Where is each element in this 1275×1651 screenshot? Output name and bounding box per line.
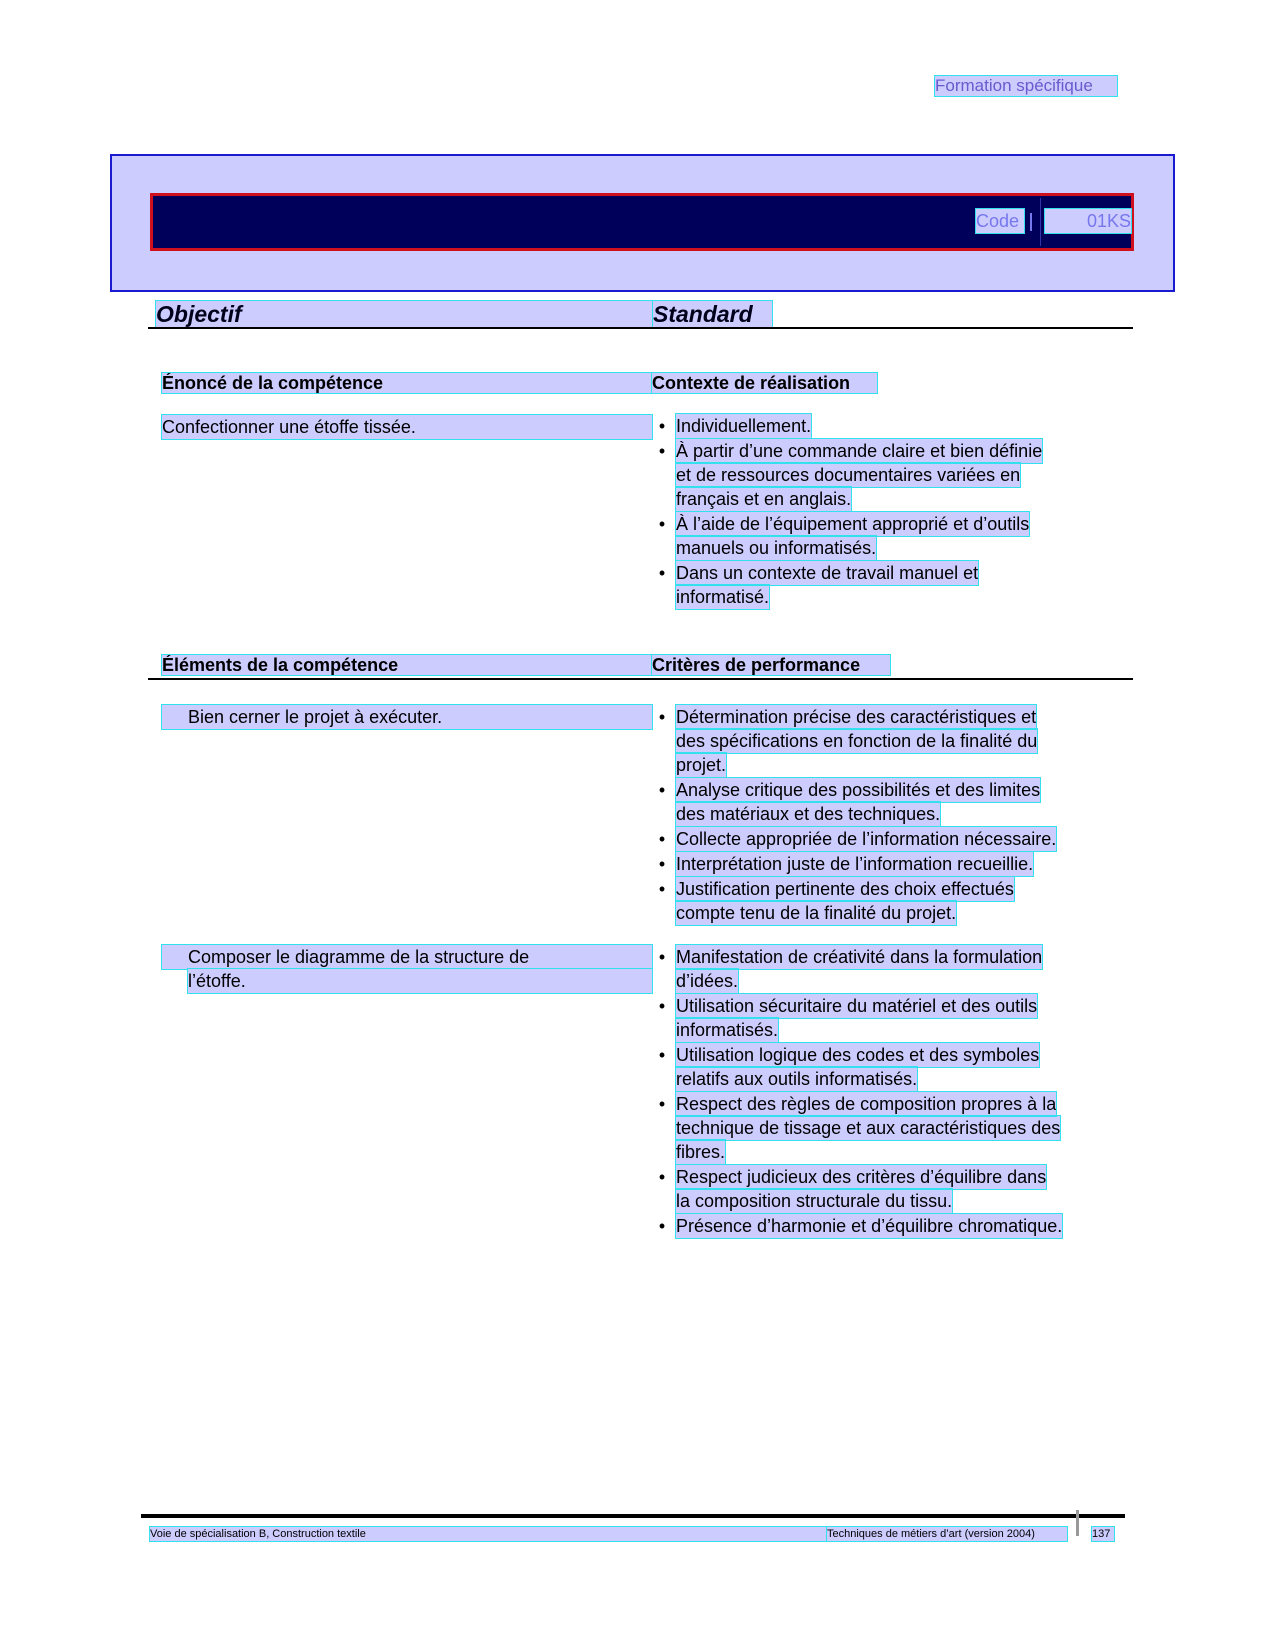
code-value: 01KS bbox=[1045, 209, 1131, 233]
criterion-text: fibres. bbox=[676, 1142, 726, 1162]
criterion-item bbox=[652, 1165, 1122, 1213]
criterion-text: technique de tissage et aux caractéristiques des bbox=[676, 1118, 1061, 1138]
bullet-icon: • bbox=[658, 707, 666, 727]
footer-left: Voie de spécialisation B, Construction textile bbox=[150, 1527, 940, 1541]
criterion-item bbox=[652, 1214, 1122, 1238]
criterion-text: compte tenu de la finalité du projet. bbox=[676, 903, 957, 923]
criterion-text: Justification pertinente des choix effectués bbox=[676, 879, 1014, 899]
bullet-icon: • bbox=[658, 416, 666, 436]
header-rule bbox=[148, 327, 1133, 329]
criterion-text: projet. bbox=[676, 755, 727, 775]
criterion-text: Dans un contexte de travail manuel et bbox=[676, 563, 979, 583]
criterion-text: Individuellement. bbox=[676, 416, 812, 436]
enonce-text: Confectionner une étoffe tissée. bbox=[162, 415, 652, 439]
criterion-text: Collecte appropriée de l’information nécessaire. bbox=[676, 829, 1057, 849]
criterion-text: informatisé. bbox=[676, 587, 770, 607]
bullet-icon: • bbox=[658, 441, 666, 461]
criterion-item bbox=[652, 778, 1122, 826]
criterion-text: Détermination précise des caractéristiques et bbox=[676, 707, 1037, 727]
contexte-heading: Contexte de réalisation bbox=[652, 373, 877, 393]
bullet-icon: • bbox=[658, 829, 666, 849]
criterion-text: Présence d’harmonie et d’équilibre chromatique. bbox=[676, 1216, 1063, 1236]
criterion-text: Utilisation logique des codes et des symboles bbox=[676, 1045, 1040, 1065]
criterion-item bbox=[652, 414, 1122, 438]
bullet-icon: • bbox=[658, 780, 666, 800]
enonce-heading: Énoncé de la compétence bbox=[162, 373, 652, 393]
criterion-text: Respect des règles de composition propres à la bbox=[676, 1094, 1057, 1114]
criterion-item bbox=[652, 1092, 1122, 1164]
footer-tick bbox=[1076, 1510, 1079, 1536]
bullet-icon: • bbox=[658, 514, 666, 534]
bullet-icon: • bbox=[658, 854, 666, 874]
criterion-text: Manifestation de créativité dans la formulation bbox=[676, 947, 1043, 967]
competence-title-bar bbox=[150, 193, 1134, 251]
page-number: 137 bbox=[1092, 1527, 1114, 1541]
criterion-text: Interprétation juste de l’information recueillie. bbox=[676, 854, 1034, 874]
objectif-heading: Objectif bbox=[156, 301, 656, 327]
criterion-item bbox=[652, 1043, 1122, 1091]
bullet-icon: • bbox=[658, 1045, 666, 1065]
bullet-icon: • bbox=[658, 1094, 666, 1114]
footer-right: Techniques de métiers d’art (version 2004) bbox=[827, 1527, 1067, 1541]
bullet-icon: • bbox=[658, 996, 666, 1016]
criterion-text: Utilisation sécuritaire du matériel et des outils bbox=[676, 996, 1038, 1016]
criterion-item bbox=[652, 945, 1122, 993]
criterion-text: des spécifications en fonction de la finalité du bbox=[676, 731, 1038, 751]
elements-rule bbox=[148, 678, 1133, 680]
footer-rule bbox=[141, 1514, 1125, 1518]
criterion-text: relatifs aux outils informatisés. bbox=[676, 1069, 918, 1089]
criterion-text: manuels ou informatisés. bbox=[676, 538, 877, 558]
bullet-icon: • bbox=[658, 563, 666, 583]
criterion-item bbox=[652, 852, 1122, 876]
criterion-item bbox=[652, 439, 1122, 511]
criterion-text: d’idées. bbox=[676, 971, 739, 991]
element-text: Bien cerner le projet à exécuter. bbox=[162, 705, 652, 729]
criterion-text: À partir d’une commande claire et bien définie bbox=[676, 441, 1043, 461]
criterion-text: des matériaux et des techniques. bbox=[676, 804, 941, 824]
criterion-text: français et en anglais. bbox=[676, 489, 852, 509]
code-tick bbox=[1030, 213, 1032, 231]
elements-heading: Éléments de la compétence bbox=[162, 655, 652, 675]
bullet-icon: • bbox=[658, 1167, 666, 1187]
element-text: l’étoffe. bbox=[188, 969, 652, 993]
standard-heading: Standard bbox=[653, 301, 772, 327]
criterion-item bbox=[652, 827, 1122, 851]
criterion-item bbox=[652, 877, 1122, 925]
bullet-icon: • bbox=[658, 879, 666, 899]
criterion-item bbox=[652, 705, 1122, 777]
criterion-text: À l’aide de l’équipement approprié et d’outils bbox=[676, 514, 1030, 534]
bullet-icon: • bbox=[658, 1216, 666, 1236]
bullet-icon: • bbox=[658, 947, 666, 967]
element-text: Composer le diagramme de la structure de bbox=[162, 945, 652, 969]
banner-separator bbox=[1040, 198, 1041, 246]
criterion-item bbox=[652, 561, 1122, 609]
criterion-text: informatisés. bbox=[676, 1020, 779, 1040]
criterion-item bbox=[652, 994, 1122, 1042]
code-label: Code bbox=[976, 209, 1024, 233]
criterion-text: Respect judicieux des critères d’équilibre dans bbox=[676, 1167, 1047, 1187]
criterion-text: et de ressources documentaires variées en bbox=[676, 465, 1021, 485]
criterion-text: la composition structurale du tissu. bbox=[676, 1191, 953, 1211]
criterion-item bbox=[652, 512, 1122, 560]
criteres-heading: Critères de performance bbox=[652, 655, 890, 675]
page-header-section: Formation spécifique bbox=[935, 76, 1117, 96]
criterion-text: Analyse critique des possibilités et des limites bbox=[676, 780, 1041, 800]
